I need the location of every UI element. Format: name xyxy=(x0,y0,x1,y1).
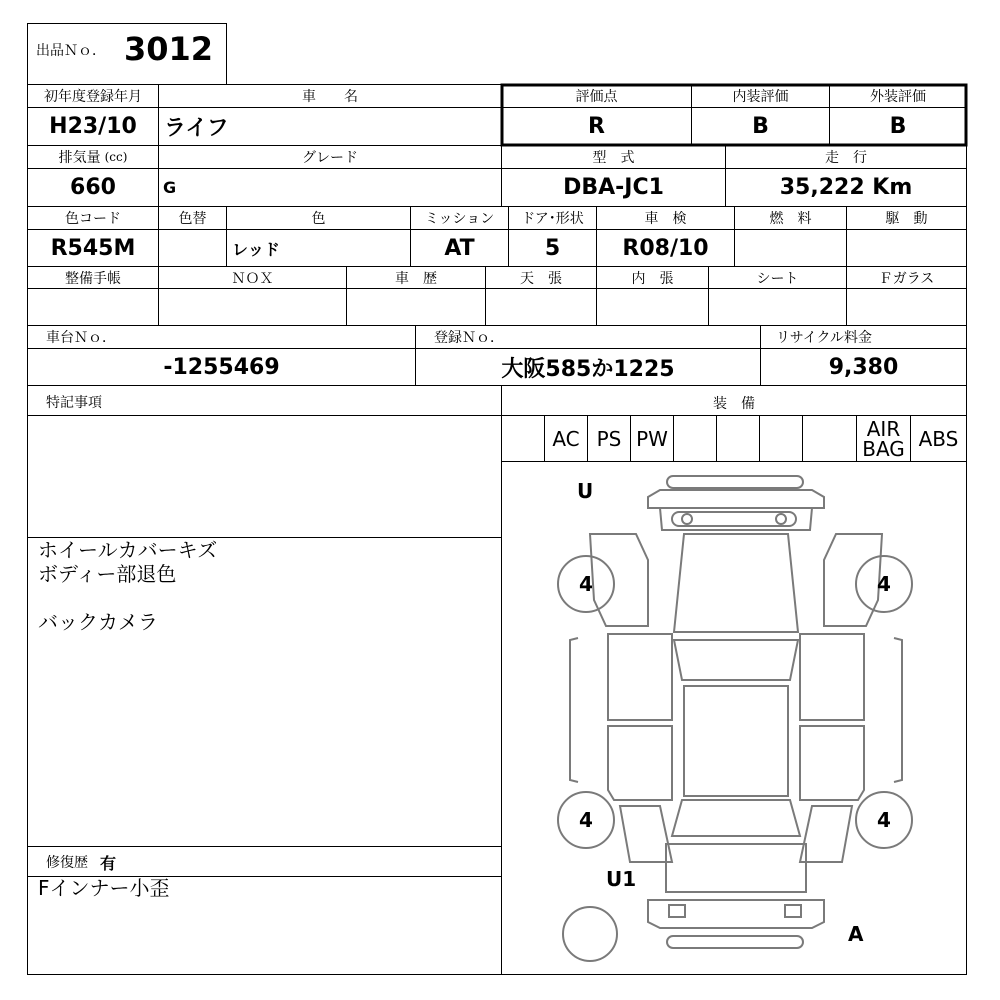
mark-tire-front-left: 4 xyxy=(579,572,593,596)
recycle-fee-value: 9,380 xyxy=(828,354,899,380)
maintenance-book-label: 整備手帳 xyxy=(65,270,121,287)
interior-rating-value: B xyxy=(752,114,769,139)
lot-number-value: 3012 xyxy=(124,30,214,68)
color-code-value: R545M xyxy=(50,235,136,261)
chassis-number-label: 車台Ｎｏ． xyxy=(46,330,116,346)
registration-number-value: 大阪585か1225 xyxy=(501,356,675,382)
exterior-rating-label: 外装評価 xyxy=(870,89,926,105)
registration-number-label: 登録Ｎｏ． xyxy=(434,330,504,346)
nox-label: ＮＯＸ xyxy=(231,270,274,287)
mark-a-rear-bumper: A xyxy=(848,922,864,946)
recycle-fee-label: リサイクル料金 xyxy=(776,330,873,346)
exterior-rating-value: B xyxy=(889,114,907,139)
equipment-airbag: AIR BAG xyxy=(862,416,905,461)
chassis-number-value: -1255469 xyxy=(163,354,280,380)
first-registration-label: 初年度登録年月 xyxy=(44,89,142,105)
equipment-pw: PW xyxy=(636,426,668,451)
transmission-label: ミッション xyxy=(424,211,495,227)
vehicle-history-label: 車 歴 xyxy=(395,270,437,287)
displacement-unit: (cc) xyxy=(104,150,128,164)
seat-label: シート xyxy=(756,270,799,287)
score-label: 評価点 xyxy=(575,89,618,105)
displacement-label-text: 排気量 xyxy=(58,150,101,166)
displacement-value: 660 xyxy=(70,175,116,200)
repair-history-value: 有 xyxy=(100,853,117,873)
color-code-label: 色コード xyxy=(65,211,121,227)
first-registration-value: H23/10 xyxy=(49,114,137,139)
car-name-value: ライフ xyxy=(164,116,229,141)
grade-value: G xyxy=(163,178,177,197)
color-label: 色 xyxy=(311,211,326,227)
drive-label: 駆 動 xyxy=(885,211,928,227)
equipment-abs: ABS xyxy=(918,426,959,451)
mark-u-hood: U xyxy=(577,479,594,503)
lot-number-label: 出品Ｎｏ． xyxy=(36,43,106,59)
mileage-label: 走 行 xyxy=(825,150,867,166)
equipment-ac: AC xyxy=(552,426,580,451)
interior-trim-label: 内 張 xyxy=(631,270,674,287)
equipment-label: 装 備 xyxy=(713,396,755,412)
inspection-label: 車 検 xyxy=(644,211,687,227)
interior-rating-label: 内装評価 xyxy=(732,89,789,105)
mark-u1-rear: U1 xyxy=(606,867,637,891)
color-change-label: 色替 xyxy=(178,211,207,227)
car-name-label: 車 名 xyxy=(302,89,358,105)
door-shape-value: 5 xyxy=(544,235,561,261)
grade-label: グレード xyxy=(302,150,358,166)
special-notes-text: ホイールカバーキズ ボディー部退色 バックカメラ xyxy=(38,538,218,634)
color-value: レッド xyxy=(232,239,280,259)
model-value: DBA-JC1 xyxy=(563,175,664,200)
door-shape-label: ドア･形状 xyxy=(521,211,584,227)
mark-tire-front-right: 4 xyxy=(877,572,891,596)
ceiling-label: 天 張 xyxy=(520,270,562,287)
mark-tire-rear-right: 4 xyxy=(877,808,891,832)
transmission-value: AT xyxy=(444,235,475,261)
score-value: R xyxy=(588,114,605,139)
fuel-label: 燃 料 xyxy=(769,211,812,227)
repair-history-text: Fインナー小歪 xyxy=(38,876,170,900)
inspection-value: R08/10 xyxy=(622,235,709,261)
repair-history-label: 修復歴 xyxy=(46,855,88,871)
equipment-ps: PS xyxy=(596,426,622,451)
special-notes-label: 特記事項 xyxy=(46,395,102,411)
mileage-value: 35,222 Km xyxy=(779,175,913,200)
mark-tire-rear-left: 4 xyxy=(579,808,593,832)
front-glass-label: Ｆガラス xyxy=(878,270,935,287)
model-label: 型 式 xyxy=(592,150,635,166)
